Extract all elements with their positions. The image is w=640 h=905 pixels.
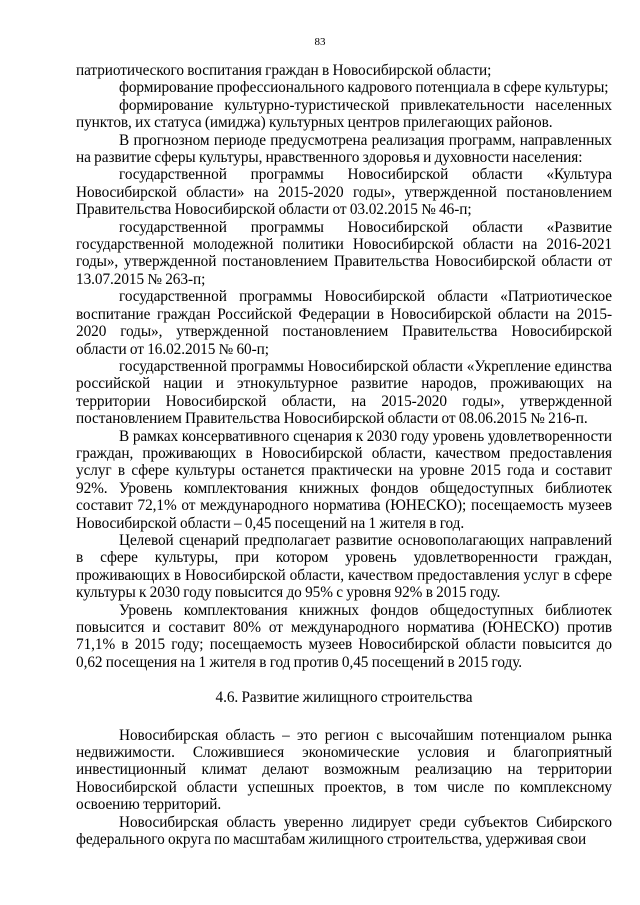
paragraph: В прогнозном периоде предусмотрена реализация программ, направленных на развитие сферы культуры, нравственного здоровья и духовности населения: bbox=[76, 131, 612, 167]
paragraph: В рамках консервативного сценария к 2030 году уровень удовлетворенности граждан, проживающих в Новосибирской области, качеством предоставления услуг в сфере культуры останется практически на уровне 2015 года и составит 92%. Уровень комплектования книжных фондов общедоступных библиотек составит 72,1% от международного норматива (ЮНЕСКО); посещаемость музеев Новосибирской области – 0,45 посещений на 1 жителя в год. bbox=[76, 427, 612, 532]
section-heading: 4.6. Развитие жилищного строительства bbox=[215, 689, 473, 707]
paragraph: Целевой сценарий предполагает развитие основополагающих направлений в сфере культуры, при котором уровень удовлетворенности граждан, проживающих в Новосибирской области, качеством предоставления услуг в сфере культуры к 2030 году повысится до 95% с уровня 92% в 2015 году. bbox=[76, 531, 612, 602]
document-body bbox=[76, 62, 612, 848]
paragraph: государственной программы Новосибирской области «Патриотическое воспитание граждан Российской Федерации в Новосибирской области на 2015-2020 годы», утвержденной постановлением Правительства Новосибирской области от 16.02.2015 № 60-п; bbox=[76, 288, 612, 358]
paragraph: патриотического воспитания граждан в Новосибирской области; bbox=[76, 62, 492, 79]
paragraph: государственной программы Новосибирской области «Укрепление единства российской нации и этнокультурное развитие народов, проживающих на территории Новосибирской области, на 2015-2020 годы», утвержденной постановлением Правительства Новосибирской области от 08.06.2015 № 216-п. bbox=[76, 357, 612, 428]
paragraph: Уровень комплектования книжных фондов общедоступных библиотек повысится и составит 80% от международного норматива (ЮНЕСКО) против 71,1% в 2015 году; посещаемость музеев Новосибирской области повысится до 0,62 посещения на 1 жителя в год против 0,45 посещений в 2015 году. bbox=[76, 601, 612, 671]
paragraph: Новосибирская область – это регион с высочайшим потенциалом рынка недвижимости. Сложившиеся экономические условия и благоприятный инвестиционный климат делают возможным реализацию на территории Новосибирской области успешных проектов, в том числе по комплексному освоению территорий. bbox=[76, 726, 612, 814]
paragraph: государственной программы Новосибирской области «Культура Новосибирской области» на 2015-2020 годы», утвержденной постановлением Правительства Новосибирской области от 03.02.2015 № 46-п; bbox=[76, 166, 612, 219]
paragraph: Новосибирская область уверенно лидирует среди субъектов Сибирского федерального округа по масштабам жилищного строительства, удерживая свои bbox=[76, 813, 612, 849]
paragraph: формирование профессионального кадрового потенциала в сфере культуры; bbox=[119, 79, 609, 97]
page-number: 83 bbox=[314, 36, 326, 48]
paragraph: формирование культурно-туристической привлекательности населенных пунктов, их статуса (имиджа) культурных центров прилегающих районов. bbox=[76, 96, 612, 132]
paragraph: государственной программы Новосибирской области «Развитие государственной молодежной политики Новосибирской области на 2016-2021 годы», утвержденной постановлением Правительства Новосибирской области от 13.07.2015 № 263-п; bbox=[76, 218, 612, 288]
